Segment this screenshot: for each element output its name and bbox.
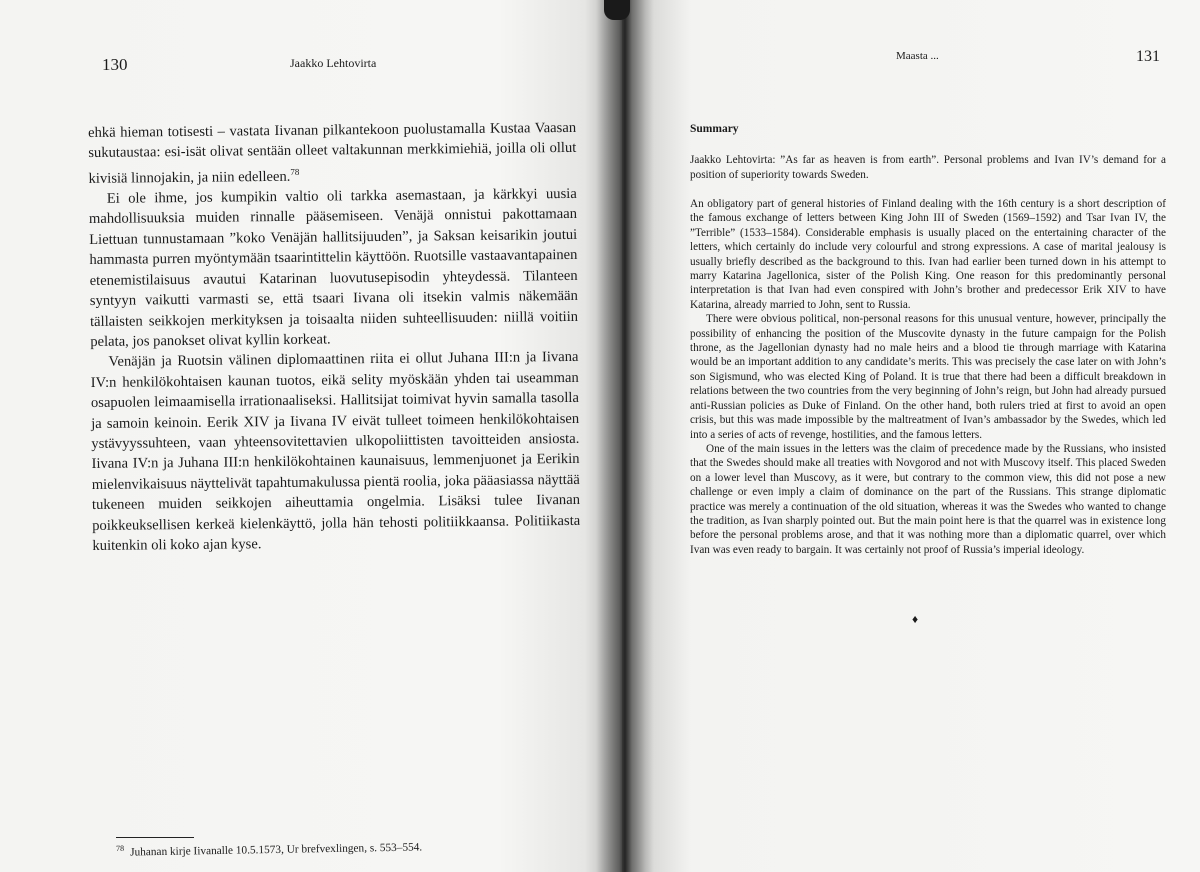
end-mark-icon: ♦	[912, 612, 919, 626]
footnote-mark: 78	[116, 843, 125, 853]
running-head-left: Jaakko Lehtovirta	[290, 56, 377, 70]
summary-paragraph-2: There were obvious political, non-personal reasons for this unusual venture, however, principally the possibility of enhancing the position of the Muscovite dynasty in the future campaign for the Polish throne, as the Jagellonian dynasty had no male heirs and a blood tie through marriage with Katarina would be an important addition to any candidate’s merits. This was precisely the case later on with John’s son Sigismund, who was elected King of Poland. It is true that there had been a difficult breakdown in relations between the two countries from the very beginning of John’s reign, but John had already pursued anti-Russian policies as Duke of Finland. On the other hand, both rulers tried at first to avoid an open crisis, but this was made impossible by the maltreatment of Ivan’s ambassador by the Swedes, which led into a series of acts of revenge, hostilities, and the famous letters.	[690, 313, 1166, 441]
footnote-reference: 78	[290, 166, 300, 177]
book-spine-top	[604, 0, 630, 20]
book-gutter-shadow	[596, 0, 654, 872]
left-page-body	[88, 118, 581, 556]
footnote	[116, 839, 422, 859]
running-head-right: Maasta ...	[896, 50, 939, 62]
footnote-text: Juhanan kirje Iivanalle 10.5.1573, Ur brefvexlingen, s. 553–554.	[130, 841, 423, 859]
page-number-left: 130	[102, 55, 128, 74]
summary-paragraph-3: One of the main issues in the letters was the claim of precedence made by the Russians, who insisted that the Swedes should make all treaties with Novgorod and not with Muscovy itself. This placed Sweden on a lower level than Muscovy, as it were, but contrary to the common view, this did not pose a new challenge or even imply a claim of dominance on the part of the Russians. This strange diplomatic practice was merely a continuation of the old situation, whereas it was the Swedes who wanted to change the tradition, as Ivan sharply pointed out. But the main point here is that the quarrel was in existence long before the personal problems arose, and that it was nothing more than a diplomatic quarrel, over which Ivan was even ready to bargain. It was certainly not proof of Russia’s imperial ideology.	[690, 442, 1166, 556]
page-number-right: 131	[1136, 48, 1160, 65]
summary-heading: Summary	[690, 123, 739, 135]
paragraph-2: Ei ole ihme, jos kumpikin valtio oli tarkka asemastaan, ja kärkkyi uusia mahdollisuuksia muiden rinnalle pääsemiseen. Venäjä onnistui pakottamaan Liettuan tunnustamaan ”koko Venäjän hallitsijuuden”, ja Saksan keisarikin joutui hammasta purren myöntymään tsaarintittelin käyttöön. Ruotsille vastaavantapainen etenemistilaisuus avautui Katarinan luovutusepisodin yhteydessä. Tilanteen syntyyn vaikutti varmasti se, että tsaari Iivana oli itsekin valmis näkemään tällaisten seikkojen merkityksen ja toisaalta niiden suhteellisuuden: niillä voitiin pelata, jos panokset olivat kyllin korkeat.	[88, 185, 579, 350]
summary-body	[690, 197, 1166, 557]
summary-intro: Jaakko Lehtovirta: ”As far as heaven is from earth”. Personal problems and Ivan IV’s demand for a position of superiority towards Sweden.	[690, 154, 1166, 181]
paragraph-3: Venäjän ja Ruotsin välinen diplomaattinen riita ei ollut Juhana III:n ja Iivana IV:n henkilökohtaisen kaunan tuotos, eikä selity myöskään yhden tai useamman osapuolen leimaamisella irrationaaliseksi. Hallitsijat toimivat hyvin samalla tasolla ja samoin keinoin. Eerik XIV ja Iivana IV eivät tulleet toimeen henkilökohtaisen ystävyyssuhteen, vaan yhteensovitettavien ulkopoliittisten tavoitteiden ansiosta. Iivana IV:n ja Juhana III:n henkilökohtainen kaunaisuus, lemmenjuonet ja Eerikin mielenvikaisuus näyttelivät tapahtumakulussa pientä roolia, joka pääasiassa näyttää tukeneen muiden seikkojen aiheuttamia ongelmia. Lisäksi tulee Iivanan poikkeuksellisen kerkeä kielenkäyttö, jolla hän tehosti politiikkaansa. Politiikasta kuitenkin oli koko ajan kyse.	[90, 349, 581, 554]
paragraph-1: ehkä hieman totisesti – vastata Iivanan pilkantekoon puolustamalla Kustaa Vaasan sukutaustaa: esi-isät olivat sentään olleet valtakunnan merkkimiehiä, joilla oli ollut kivisiä linnojakin, ja niin edelleen.$^{78}$	[88, 119, 577, 187]
footnote-rule	[116, 837, 194, 838]
summary-paragraph-1: An obligatory part of general histories of Finland dealing with the 16th century is a short description of the famous exchange of letters between King John III of Sweden (1569–1592) and Tsar Ivan IV, the ”Terrible” (1533–1584). Considerable emphasis is usually placed on the entertaining character of the letters, which certainly do include very colourful and strong expressions. A case of marital jealousy is usually briefly described as the background to this. Ivan had earlier been turned down in his attempt to marry Katarina Jagellonica, sister of the Polish King. One reason for this predominantly personal interpretation is that Ivan had even conspired with John’s brother and predecessor Erik XIV to have Katarina, already married to John, sent to Russia.	[690, 198, 1166, 311]
